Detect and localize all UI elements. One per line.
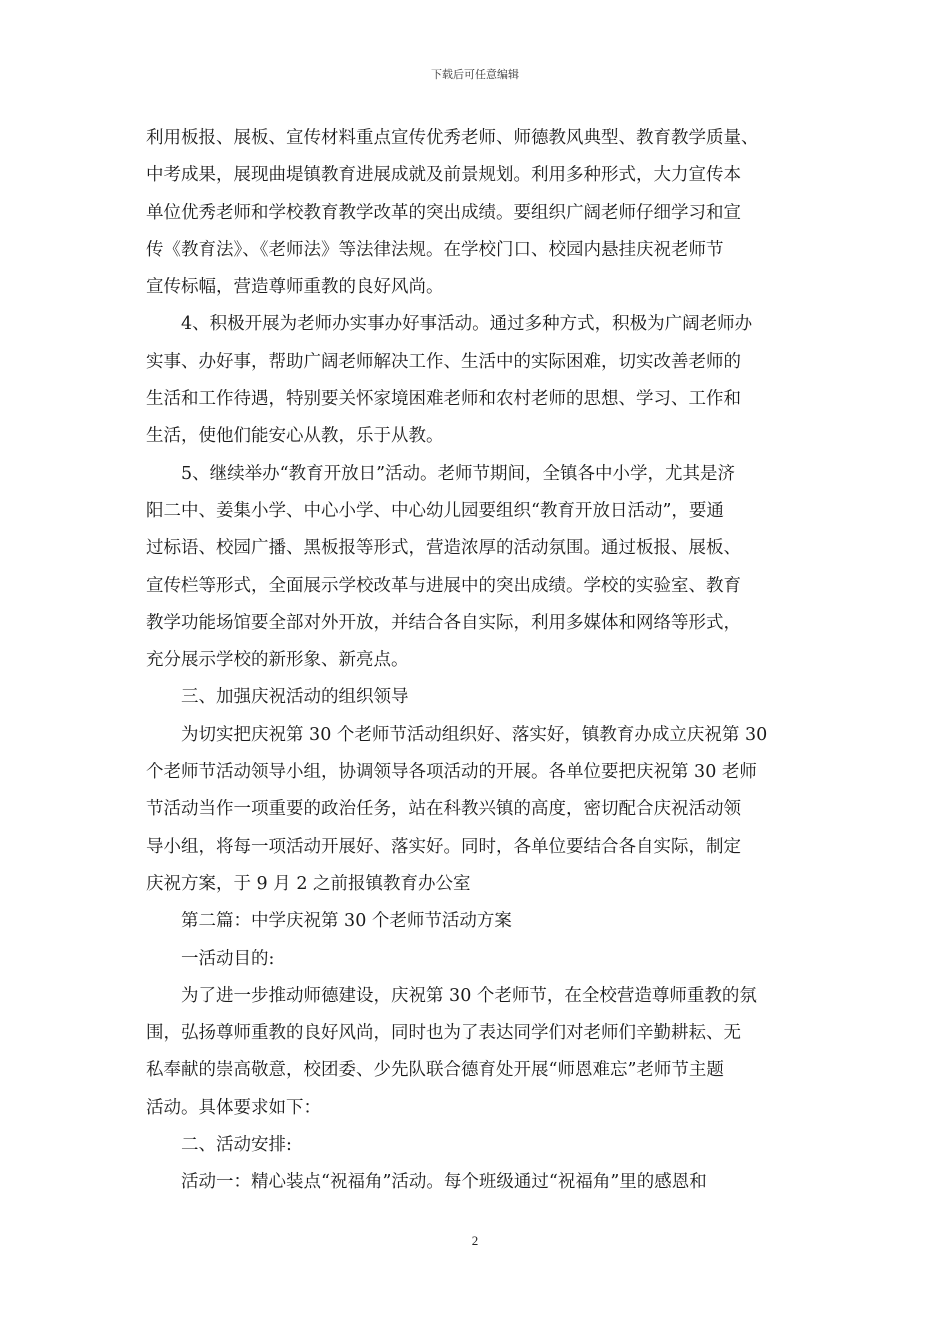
text-line: 传《教育法》、《老师法》等法律法规。在学校门口、校园内悬挂庆祝老师节 (146, 239, 724, 260)
text-line: 为了进一步推动师德建设，庆祝第 30 个老师节，在全校营造尊师重教的氛 (181, 985, 757, 1006)
text-line: 二、活动安排: (181, 1135, 292, 1156)
text-line: 导小组，将每一项活动开展好、落实好。同时，各单位要结合各自实际，制定 (146, 836, 741, 857)
text-line: 单位优秀老师和学校教育教学改革的突出成绩。要组织广阔老师仔细学习和宣 (146, 202, 741, 223)
text-line: 利用板报、展板、宣传材料重点宣传优秀老师、师德教风典型、教育教学质量、 (146, 128, 759, 148)
page-header: 下载后可任意编辑 (431, 68, 519, 81)
text-line: 5、继续举办“教育开放日”活动。老师节期间，全镇各中小学，尤其是济 (181, 463, 736, 484)
text-line: 节活动当作一项重要的政治任务，站在科教兴镇的高度，密切配合庆祝活动领 (146, 799, 741, 820)
text-line: 阳二中、姜集小学、中心小学、中心幼儿园要组织“教育开放日活动”，要通 (146, 500, 724, 521)
page-number: 2 (471, 1233, 479, 1248)
text-line: 三、加强庆祝活动的组织领导 (181, 687, 409, 708)
text-line: 私奉献的崇高敬意，校团委、少先队联合德育处开展“师恩难忘”老师节主题 (146, 1060, 724, 1081)
text-line: 活动。具体要求如下： (146, 1097, 321, 1118)
document-body (146, 120, 810, 1202)
text-line: 为切实把庆祝第 30 个老师节活动组织好、落实好，镇教育办成立庆祝第 30 (181, 724, 768, 745)
text-line: 个老师节活动领导小组，协调领导各项活动的开展。各单位要把庆祝第 30 老师 (146, 762, 757, 783)
text-line: 宣传标幅，营造尊师重教的良好风尚。 (146, 277, 444, 298)
text-line: 第二篇：中学庆祝第 30 个老师节活动方案 (181, 911, 512, 932)
text-line: 教学功能场馆要全部对外开放，并结合各自实际，利用多媒体和网络等形式， (146, 612, 741, 633)
text-line: 4、积极开展为老师办实事办好事活动。通过多种方式，积极为广阔老师办 (181, 314, 753, 335)
text-line: 生活和工作待遇，特别要关怀家境困难老师和农村老师的思想、学习、工作和 (146, 389, 741, 410)
text-line: 中考成果，展现曲堤镇教育进展成就及前景规划。利用多种形式，大力宣传本 (146, 165, 741, 186)
text-line: 生活，使他们能安心从教，乐于从教。 (146, 426, 444, 447)
text-line: 庆祝方案，于 9 月 2 之前报镇教育办公室 (146, 873, 471, 894)
text-line: 围，弘扬尊师重教的良好风尚，同时也为了表达同学们对老师们辛勤耕耘、无 (146, 1023, 741, 1044)
text-line: 一活动目的: (181, 948, 275, 969)
text-line: 过标语、校园广播、黑板报等形式，营造浓厚的活动氛围。通过板报、展板、 (146, 538, 741, 559)
text-line: 实事、办好事，帮助广阔老师解决工作、生活中的实际困难，切实改善老师的 (146, 351, 741, 372)
text-line: 活动一：精心装点“祝福角”活动。每个班级通过“祝福角”里的感恩和 (181, 1172, 707, 1193)
text-line: 宣传栏等形式，全面展示学校改革与进展中的突出成绩。学校的实验室、教育 (146, 575, 741, 596)
text-line: 充分展示学校的新形象、新亮点。 (146, 650, 409, 671)
